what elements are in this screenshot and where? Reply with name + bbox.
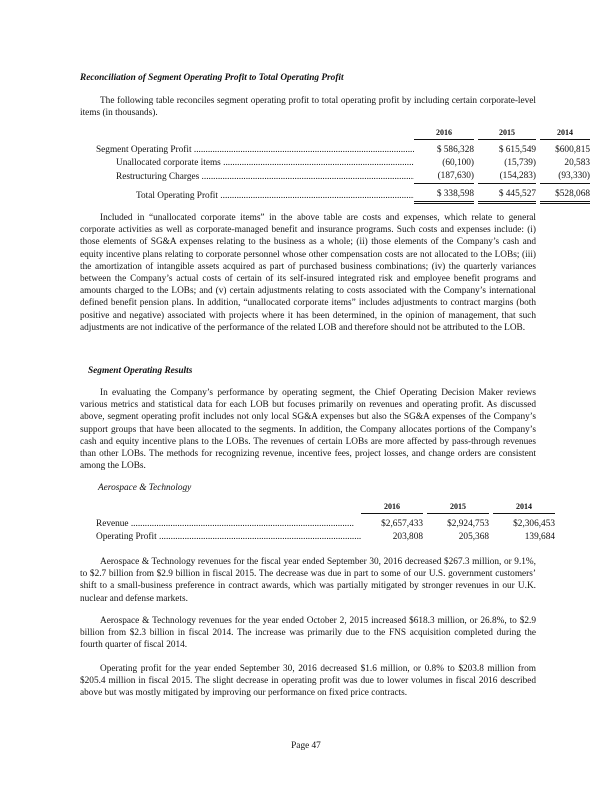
table-cell: $2,657,433 — [381, 519, 423, 529]
row-label: Revenue ..... — [96, 519, 354, 529]
table-cell: $ 338,598 — [414, 188, 474, 203]
table-row — [80, 170, 590, 184]
reconciliation-table — [80, 126, 590, 204]
table-row — [80, 531, 555, 544]
table-cell: $528,068 — [540, 188, 590, 203]
section-heading-segment-results: Segment Operating Results — [88, 366, 193, 376]
table-row — [80, 518, 555, 531]
segment-results-paragraph: In evaluating the Company’s performance by operating segment, the Chief Operating Decision Maker reviews various metrics and statistical data for each LOB but focuses primarily on revenues and operating profit. As discussed above, segment operating profit includes not only local SG&A expenses but also the SG&A expenses of the Company’s support groups that have been allocated to the segments. In addition, the Company allocates portions of the Company’s cash and equity incentive plans to the LOBs. The revenues of certain LOBs are more affected by pass-through revenues than other LOBs. The methods for recognizing revenue, incentive fees, project losses, and change orders are consistent among the LOBs. — [80, 388, 536, 472]
table-cell: 139,684 — [524, 532, 555, 542]
year-header: 2016 — [361, 500, 423, 514]
year-header: 2016 — [414, 126, 474, 140]
row-label: Unallocated corporate items ..... — [116, 158, 414, 168]
table-cell: 203,808 — [392, 532, 423, 542]
row-label: Total Operating Profit ..... — [136, 191, 414, 201]
table-header-row — [80, 500, 555, 514]
table-cell: (93,330) — [540, 170, 590, 184]
table-cell: 205,368 — [458, 532, 489, 542]
year-header: 2015 — [427, 500, 489, 514]
table-header-row — [80, 126, 590, 140]
row-label: Segment Operating Profit ..... — [96, 145, 414, 155]
intro-paragraph: The following table reconciles segment operating profit to total operating profit by including certain corporate-level items (in thousands). — [80, 96, 536, 119]
table-cell: (15,739) — [504, 158, 536, 168]
table-cell: $ 445,527 — [478, 188, 536, 203]
row-label: Operating Profit ..... — [96, 532, 361, 542]
aerospace-revenue-2016-paragraph: Aerospace & Technology revenues for the fiscal year ended September 30, 2016 decreased $267.3 million, or 9.1%, to $2.7 billion from $2.9 billion in fiscal 2015. The decrease was due in part to some of our U.S. government customers’ shift to a small-business preference in contract awards, which was partially mitigated by stronger revenues in our U.K. nuclear and defense markets. — [80, 557, 536, 604]
table-cell: $ 615,549 — [498, 145, 536, 155]
table-cell: 20,583 — [564, 158, 590, 168]
year-header: 2014 — [540, 126, 590, 140]
aerospace-operating-profit-paragraph: Operating profit for the year ended September 30, 2016 decreased $1.6 million, or 0.8% to $203.8 million from $205.4 million in fiscal 2015. The slight decrease in operating profit was due to lower volumes in fiscal 2016 described above but was mostly mitigated by improving our performance on fixed price contracts. — [80, 664, 536, 699]
year-header: 2015 — [478, 126, 536, 140]
aerospace-revenue-2015-paragraph: Aerospace & Technology revenues for the year ended October 2, 2015 increased $618.3 million, or 26.8%, to $2.9 billion from $2.3 billion in fiscal 2014. The increase was primarily due to the FNS acquisition completed during the fourth quarter of fiscal 2014. — [80, 616, 536, 651]
table-cell: $2,924,753 — [447, 519, 489, 529]
table-cell: $ 586,328 — [436, 145, 474, 155]
table-cell: (60,100) — [442, 158, 474, 168]
row-label: Restructuring Charges ..... — [116, 172, 414, 182]
section-heading-reconciliation: Reconciliation of Segment Operating Profit to Total Operating Profit — [80, 73, 344, 83]
table-cell: (154,283) — [478, 170, 536, 184]
table-row — [80, 157, 590, 170]
table-row — [80, 144, 590, 157]
year-header: 2014 — [493, 500, 555, 514]
table-cell: (187,630) — [414, 170, 474, 184]
page-number: Page 47 — [291, 741, 321, 751]
unallocated-items-paragraph: Included in “unallocated corporate items” in the above table are costs and expenses, which relate to general corporate activities as well as corporate-managed benefit and insurance programs. Such costs and expenses include: (i) those elements of SG&A expenses relating to the business as a whole; (ii) those elements of the Company’s cash and equity incentive plans relating to corporate personnel whose other compensation costs are not allocated to the LOBs; (iii) the amortization of intangible assets acquired as part of purchased business combinations; (iv) the quarterly variances between the Company’s actual costs of certain of its self-insured integrated risk and employee benefit programs and amounts charged to the LOBs; and (v) certain adjustments relating to costs associated with the Company’s international defined benefit pension plans. In addition, “unallocated corporate items” includes adjustments to contract margins (both positive and negative) associated with projects where it has been determined, in the opinion of management, that such adjustments are not indicative of the performance of the related LOB and therefore should not be attributed to the LOB. — [80, 213, 536, 333]
table-cell: $600,815 — [555, 145, 590, 155]
aerospace-table — [80, 500, 555, 544]
table-cell: $2,306,453 — [513, 519, 555, 529]
subheading-aerospace: Aerospace & Technology — [98, 483, 192, 493]
table-row-total — [80, 188, 590, 203]
